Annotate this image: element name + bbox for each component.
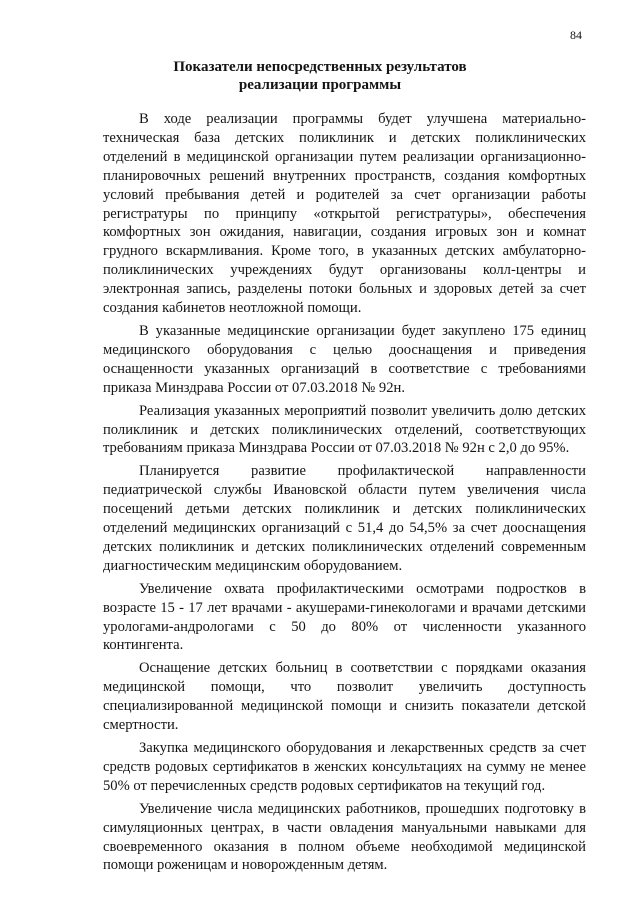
page-title [0,58,640,94]
paragraph-birth-certificates: Закупка медицинского оборудования и лекарственных средств за счет средств родовых сертификатов в женских консультациях на сумму не менее 50% от перечисленных средств родовых сертификатов на текущий год. [103,740,586,794]
paragraph-compliance-share: Реализация указанных мероприятий позволит увеличить долю детских поликлиник и детских поликлинических отделений, соответствующих требованиям приказа Минздрава России от 07.03.2018 № 92н с 2,0 до 95%. [103,402,586,457]
paragraph-material-base: В ходе реализации программы будет улучшена материально-техническая база детских поликлиник и детских поликлинических отделений в медицинской организации путем реализации организационно-планировочных решений внутренних пространств, создания комфортных условий пребывания детей и родителей за счет организации работы регистратуры по принципу «открытой регистратуры», обеспечения комфортных зон ожидания, навигации, создания игровых зон и комнат грудного вскармливания. Кроме того, в указанных детских амбулаторно-поликлинических учреждениях будут организованы колл-центры и электронная запись, разделены потоки больных и здоровых детей за счет создания кабинетов неотложной помощи. [103,111,586,317]
title-line-2: реализации программы [238,77,402,93]
paragraph-childrens-hospitals: Оснащение детских больниц в соответствии с порядками оказания медицинской помощи, что позволит увеличить доступность специализированной медицинской помощи и снизить показатели детской смертности. [103,660,586,734]
page-number: 84 [570,28,582,42]
title-line-1: Показатели непосредственных результатов [173,59,467,75]
paragraph-simulation-training: Увеличение числа медицинских работников, прошедших подготовку в симуляционных центрах, в части овладения мануальными навыками для своевременного оказания в полном объеме необходимой медицинской помощи роженицам и новорожденным детям. [103,800,586,874]
document-body [103,110,586,879]
paragraph-preventive-focus: Планируется развитие профилактической направленности педиатрической службы Ивановской области путем увеличения числа посещений детьми детских поликлиник и детских поликлинических отделений медицинских организаций с 51,4 до 54,5% за счет дооснащения детских поликлиник и детских поликлинических отделений современным диагностическим медицинским оборудованием. [103,463,586,574]
paragraph-adolescent-exams: Увеличение охвата профилактическими осмотрами подростков в возрасте 15 - 17 лет врачами - акушерами-гинекологами и врачами детскими урологами-андрологами с 50 до 80% от численности указанного контингента. [103,580,586,654]
paragraph-equipment-purchase: В указанные медицинские организации будет закуплено 175 единиц медицинского оборудования с целью дооснащения и приведения оснащенности указанных организаций в соответствие с требованиями приказа Минздрава России от 07.03.2018 № 92н. [103,322,586,396]
